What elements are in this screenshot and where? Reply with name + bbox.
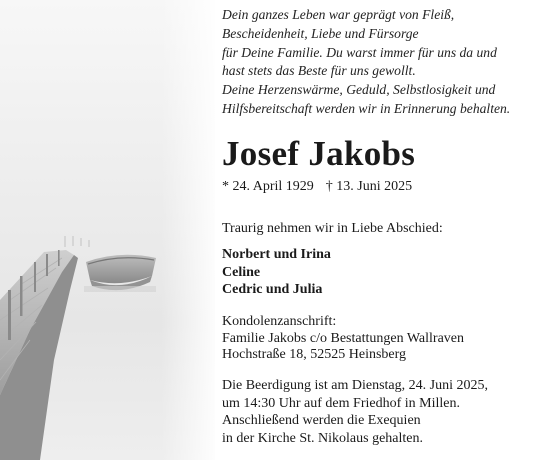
mourner-name: Celine (222, 264, 261, 280)
poem-line: Deine Herzenswärme, Geduld, Selbstlosigkeit und (222, 82, 496, 98)
deceased-name: Josef Jakobs (222, 134, 416, 173)
poem-line: hast stets das Beste für uns gewollt. (222, 63, 416, 79)
memorial-poem (222, 6, 542, 119)
life-dates (222, 178, 412, 196)
death-date: † 13. Juni 2025 (325, 179, 413, 194)
poem-line: für Deine Familie. Du warst immer für uns da und (222, 44, 497, 60)
funeral-line: in der Kirche St. Nikolaus gehalten. (222, 430, 424, 446)
funeral-line: Die Beerdigung ist am Dienstag, 24. Juni 2025, (222, 378, 488, 393)
address-heading: Kondolenzanschrift: (222, 314, 337, 329)
birth-date: * 24. April 1929 (222, 179, 314, 194)
poem-line: Hilfsbereitschaft werden wir in Erinnerung behalten. (222, 100, 511, 116)
mourner-name: Norbert und Irina (222, 247, 331, 262)
poem-line: Bescheidenheit, Liebe und Fürsorge (222, 25, 419, 41)
address-line: Hochstraße 18, 52525 Heinsberg (222, 347, 407, 362)
condolence-address (222, 314, 464, 364)
poem-line: Dein ganzes Leben war geprägt von Fleiß, (222, 7, 455, 22)
funeral-line: Anschließend werden die Exequien (222, 413, 421, 428)
foggy-lake-jetty-photo (0, 0, 215, 460)
mourner-name: Cedric und Julia (222, 282, 323, 297)
farewell-line: Traurig nehmen wir in Liebe Abschied: (222, 221, 443, 236)
mourners-list (222, 246, 331, 299)
address-line: Familie Jakobs c/o Bestattungen Wallraven (222, 330, 465, 346)
funeral-notice (222, 377, 488, 447)
funeral-line: um 14:30 Uhr auf dem Friedhof in Millen. (222, 395, 460, 411)
